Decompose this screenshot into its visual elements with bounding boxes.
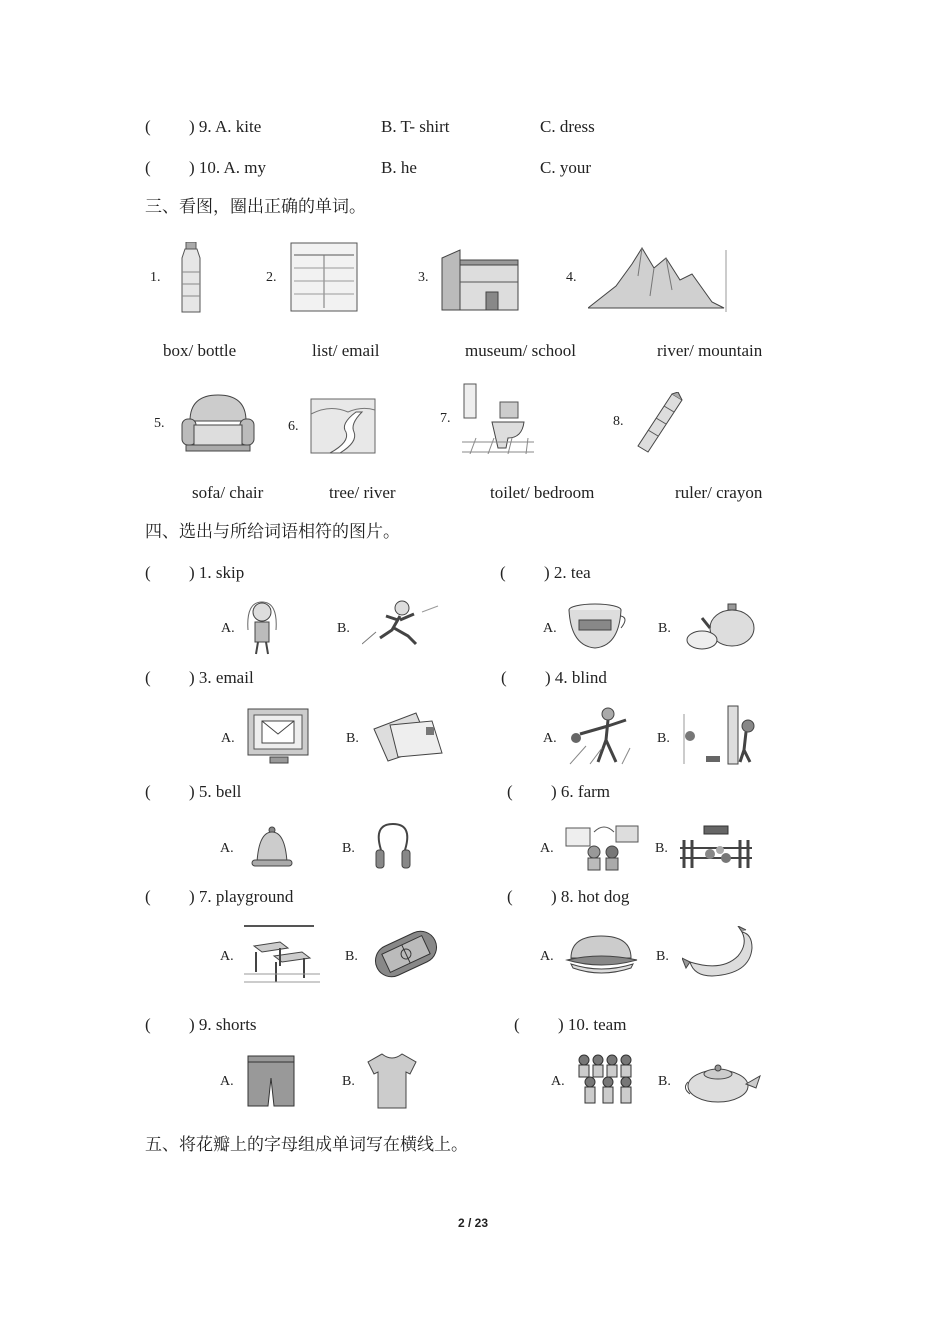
option-a-label[interactable]: A. [221,731,235,746]
question-email: ( ) 3. email [145,668,254,687]
option-a-label[interactable]: A. [543,731,557,746]
pic-number: 8. [613,414,624,429]
question-9-row: ( ) 9. A. kite [145,117,262,136]
word-choice[interactable]: tree/ river [329,483,396,502]
option-a-label[interactable]: A. [220,949,234,964]
river-icon [310,398,376,454]
question-9-option-c: C. dress [540,117,595,136]
option-b-label[interactable]: B. [657,731,670,746]
pic-number: 3. [418,270,429,285]
section-3-title: 三、看图，圈出正确的单词。 [145,197,366,217]
word-choice[interactable]: toilet/ bedroom [490,483,595,502]
question-10-option-c: C. your [540,158,591,177]
option-a-label[interactable]: A. [221,621,235,636]
pic-number: 6. [288,419,299,434]
question-tea: ( ) 2. tea [500,563,591,582]
sports-field-icon[interactable] [370,926,442,982]
hot-dog-icon[interactable] [565,932,639,976]
page-number: 2 / 23 [458,1216,489,1230]
question-10-option-a: ) 10. A. my [189,158,266,177]
question-team: ( ) 10. team [514,1015,627,1034]
playground-children-icon[interactable] [564,822,640,872]
question-shorts: ( ) 9. shorts [145,1015,257,1034]
question-9-option-b: B. T- shirt [381,117,450,136]
team-players-icon[interactable] [576,1052,640,1108]
word-choice[interactable]: river/ mountain [657,341,763,360]
question-10-row: ( ) 10. A. my [145,158,266,177]
crayon-icon [634,392,684,454]
question-skip: ( ) 1. skip [145,563,245,582]
word-choice[interactable]: museum/ school [465,341,576,360]
pic-number: 7. [440,411,451,426]
option-b-label[interactable]: B. [342,1074,355,1089]
option-b-label[interactable]: B. [342,841,355,856]
t-shirt-icon[interactable] [366,1052,418,1110]
option-a-label[interactable]: A. [543,621,557,636]
letters-icon[interactable] [372,711,444,763]
tea-bowl-icon[interactable] [567,602,627,654]
skipping-rope-girl-icon[interactable] [244,600,280,658]
option-b-label[interactable]: B. [345,949,358,964]
option-a-label[interactable]: A. [540,841,554,856]
question-farm: ( ) 6. farm [507,782,611,801]
bell-icon[interactable] [251,826,293,870]
question-bell: ( ) 5. bell [145,782,242,801]
question-10-option-b: B. he [381,158,417,177]
option-a-label[interactable]: A. [220,1074,234,1089]
question-9-option-a: ) 9. A. kite [189,117,262,136]
option-b-label[interactable]: B. [656,949,669,964]
teapot-icon[interactable] [684,1060,762,1104]
pic-number: 2. [266,270,277,285]
option-b-label[interactable]: B. [346,731,359,746]
option-b-label[interactable]: B. [658,621,671,636]
section-5-title: 五、将花瓣上的字母组成单词写在横线上。 [145,1135,468,1155]
option-a-label[interactable]: A. [551,1074,565,1089]
shorts-icon[interactable] [246,1054,296,1108]
option-a-label[interactable]: A. [220,841,234,856]
classroom-desks-icon[interactable] [244,924,320,986]
running-boy-icon[interactable] [362,600,440,646]
jump-rope-icon[interactable] [373,822,413,872]
mountain-icon [588,246,730,312]
crossing-person-icon[interactable] [566,706,638,766]
farm-fence-icon[interactable] [680,824,752,870]
list-icon [290,242,358,312]
building-icon [440,248,520,312]
sausage-icon[interactable] [682,926,754,978]
option-b-label[interactable]: B. [655,841,668,856]
question-playground: ( ) 7. playground [145,887,294,906]
pic-number: 5. [154,416,165,431]
bottle-icon [176,242,206,314]
question-hot-dog: ( ) 8. hot dog [507,887,630,906]
word-choice[interactable]: box/ bottle [163,341,237,360]
pic-number: 1. [150,270,161,285]
question-blind: ( ) 4. blind [501,668,607,687]
door-boy-icon[interactable] [680,704,756,766]
option-a-label[interactable]: A. [540,949,554,964]
word-choice[interactable]: list/ email [312,341,380,360]
section-4-title: 四、选出与所给词语相符的图片。 [145,522,400,542]
toilet-icon [462,382,534,454]
word-choice[interactable]: sofa/ chair [192,483,264,502]
option-b-label[interactable]: B. [337,621,350,636]
teapot-icon[interactable] [684,600,758,652]
pic-number: 4. [566,270,577,285]
computer-envelope-icon[interactable] [246,707,312,767]
word-choice[interactable]: ruler/ crayon [675,483,763,502]
sofa-icon [180,391,256,455]
option-b-label[interactable]: B. [658,1074,671,1089]
